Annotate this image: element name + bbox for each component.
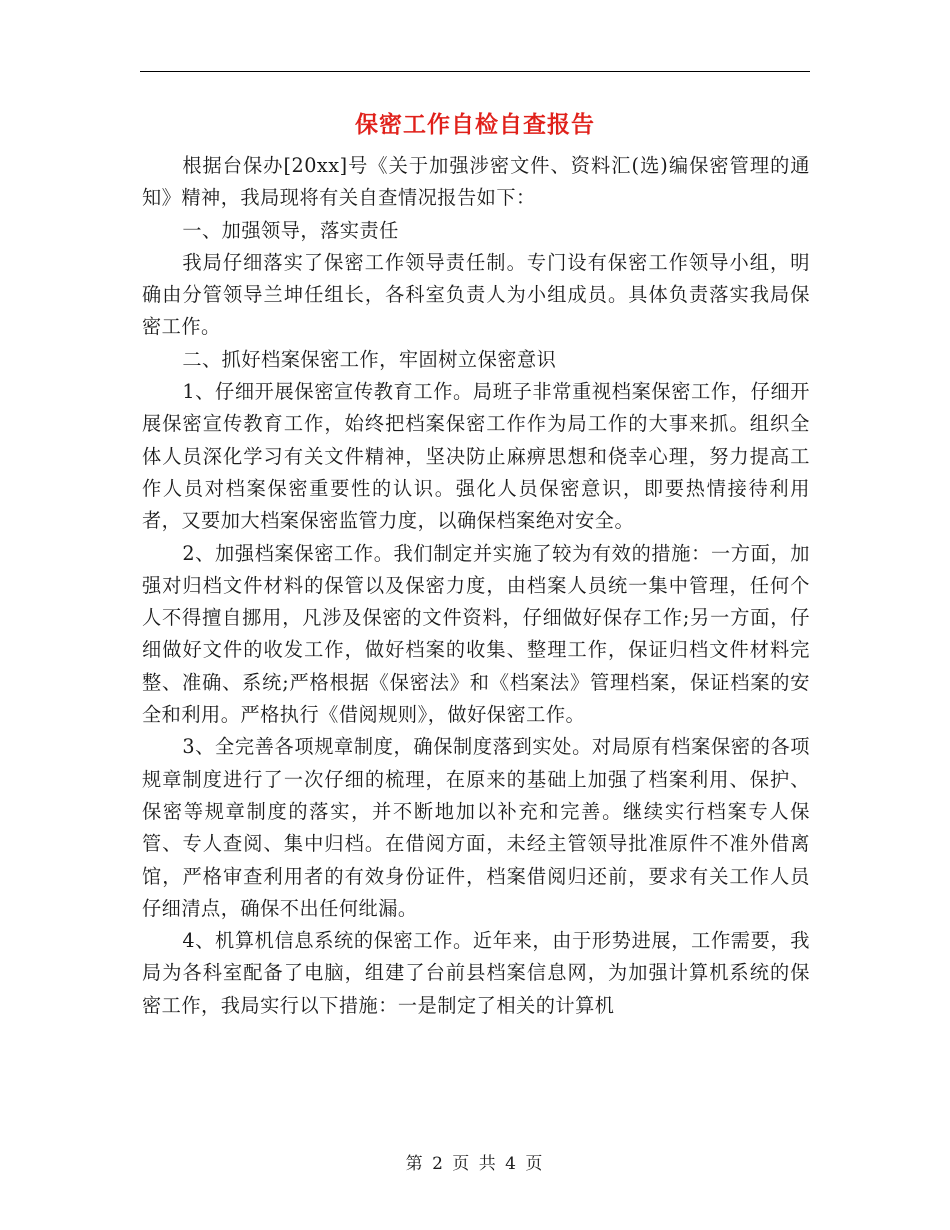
header-rule [140, 71, 810, 72]
paragraph-item-1: 1、仔细开展保密宣传教育工作。局班子非常重视档案保密工作，仔细开展保密宣传教育工作，始终把档案保密工作作为局工作的大事来抓。组织全体人员深化学习有关文件精神，坚决防止麻痹思想和侥幸心理，努力提高工作人员对档案保密重要性的认识。强化人员保密意识，即要热情接待利用者，又要加大档案保密监管力度，以确保档案绝对安全。 [142, 380, 810, 533]
paragraph-item-3: 3、全完善各项规章制度，确保制度落到实处。对局原有档案保密的各项规章制度进行了一次仔细的梳理，在原来的基础上加强了档案利用、保护、保密等规章制度的落实，并不断地加以补充和完善。继续实行档案专人保管、专人查阅、集中归档。在借阅方面，未经主管领导批准原件不准外借离馆，严格审查利用者的有效身份证件，档案借阅归还前，要求有关工作人员仔细清点，确保不出任何纰漏。 [142, 735, 810, 920]
section-heading-1: 一、加强领导，落实责任 [182, 218, 399, 242]
page-footer: 第 2 页 共 4 页 [405, 1154, 545, 1174]
paragraph-intro: 根据台保办[20xx]号《关于加强涉密文件、资料汇(选)编保密管理的通知》精神，我局现将有关自查情况报告如下： [142, 154, 810, 210]
document-title: 保密工作自检自查报告 [355, 111, 595, 138]
section-heading-2: 二、抓好档案保密工作，牢固树立保密意识 [182, 347, 557, 371]
paragraph-leadership: 我局仔细落实了保密工作领导责任制。专门设有保密工作领导小组，明确由分管领导兰坤任组长，各科室负责人为小组成员。具体负责落实我局保密工作。 [142, 250, 810, 339]
paragraph-item-2: 2、加强档案保密工作。我们制定并实施了较为有效的措施：一方面，加强对归档文件材料的保管以及保密力度，由档案人员统一集中管理，任何个人不得擅自挪用，凡涉及保密的文件资料，仔细做好保存工作;另一方面，仔细做好文件的收发工作，做好档案的收集、整理工作，保证归档文件材料完整、准确、系统;严格根据《保密法》和《档案法》管理档案，保证档案的安全和利用。严格执行《借阅规则》，做好保密工作。 [142, 541, 810, 727]
document-body [142, 150, 810, 1022]
paragraph-item-4: 4、机算机信息系统的保密工作。近年来，由于形势进展，工作需要，我局为各科室配备了电脑，组建了台前县档案信息网，为加强计算机系统的保密工作，我局实行以下措施：一是制定了相关的计算机 [142, 929, 810, 1017]
